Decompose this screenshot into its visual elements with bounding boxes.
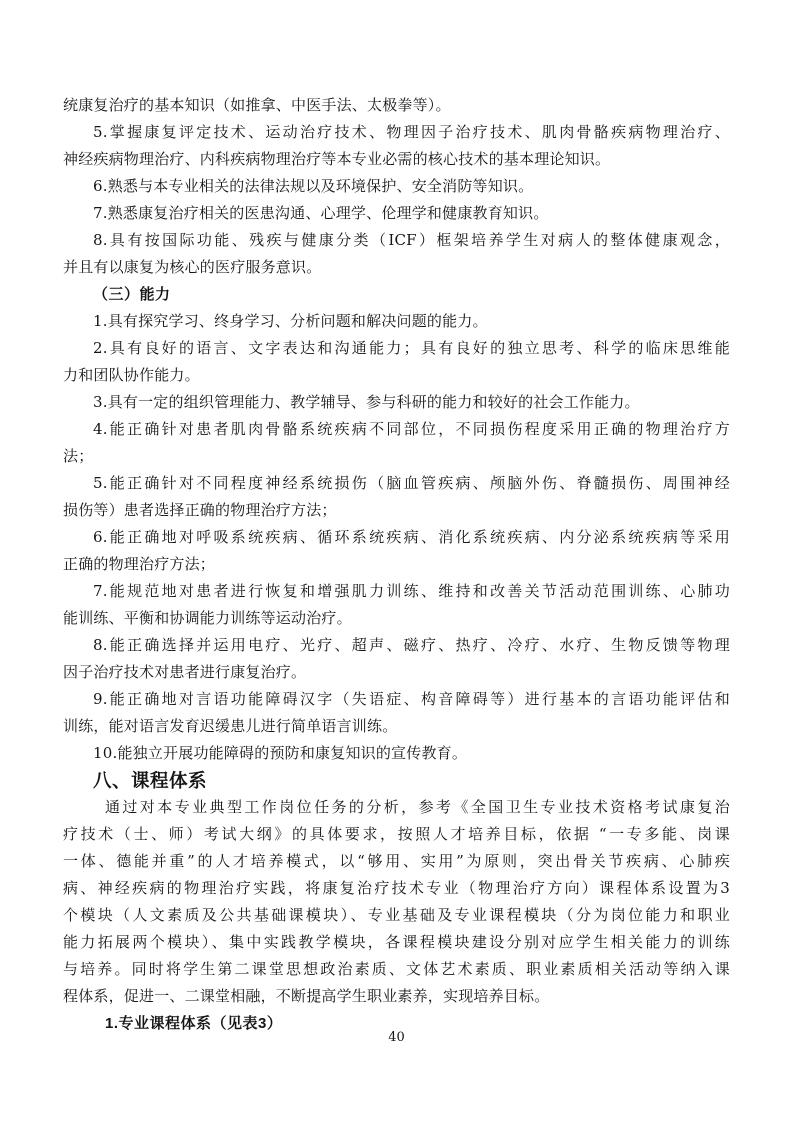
text-line: 一体、德能并重”的人才培养模式，以“够用、实用”为原则，突出骨关节疾病、心肺疾 [63,852,730,870]
heading-ability: （三）能力 [93,286,171,303]
text-line: 疗技术（士、师）考试大纲》的具体要求，按照人才培养目标，依据 “一专多能、岗课 [63,825,730,843]
text-line: 损伤等）患者选择正确的物理治疗方法； [63,501,337,519]
text-line: 法； [63,447,94,465]
subheading-professional-course-system: 1.专业课程体系（见表3） [105,1015,283,1032]
text-line: 个模块（人文素质及公共基础课模块）、专业基础及专业课程模块（分为岗位能力和职业 [63,906,730,924]
text-line: 统康复治疗的基本知识（如推拿、中医手法、太极拳等）。 [63,96,451,114]
text-line: 力和团队协作能力。 [63,366,200,384]
text-line: 神经疾病物理治疗、内科疾病物理治疗等本专业必需的核心技术的基本理论知识。 [63,150,611,168]
text-line: 10.能独立开展功能障碍的预防和康复知识的宣传教育。 [93,744,468,762]
text-line: 程体系，促进一、二课堂相融，不断提高学生职业素养，实现培养目标。 [63,987,550,1005]
text-line: 并且有以康复为核心的医疗服务意识。 [63,258,322,276]
text-line: 训练，能对语言发育迟缓患儿进行简单语言训练。 [63,717,398,735]
text-line: 1.具有探究学习、终身学习、分析问题和解决问题的能力。 [93,312,488,330]
text-line: 8.能正确选择并运用电疗、光疗、超声、磁疗、热疗、冷疗、水疗、生物反馈等物理 [93,636,730,654]
text-line: 8.具有按国际功能、残疾与健康分类（ICF）框架培养学生对病人的整体健康观念， [93,231,730,249]
text-line: 因子治疗技术对患者进行康复治疗。 [63,663,307,681]
text-line: 3.具有一定的组织管理能力、教学辅导、参与科研的能力和较好的社会工作能力。 [93,393,640,411]
text-line: 6.能正确地对呼吸系统疾病、循环系统疾病、消化系统疾病、内分泌系统疾病等采用 [93,528,730,546]
heading-curriculum-system: 八、课程体系 [93,770,208,791]
text-line: 2.具有良好的语言、文字表达和沟通能力；具有良好的独立思考、科学的临床思维能 [93,339,730,357]
text-line: 5.能正确针对不同程度神经系统损伤（脑血管疾病、颅脑外伤、脊髓损伤、周围神经 [93,474,730,492]
text-line: 通过对本专业典型工作岗位任务的分析，参考《全国卫生专业技术资格考试康复治 [105,798,730,816]
text-line: 能训练、平衡和协调能力训练等运动治疗。 [63,609,352,627]
text-line: 正确的物理治疗方法； [63,555,216,573]
text-line: 6.熟悉与本专业相关的法律法规以及环境保护、安全消防等知识。 [93,177,534,195]
text-line: 9.能正确地对言语功能障碍汉字（失语症、构音障碍等）进行基本的言语功能评估和 [93,690,730,708]
text-line: 5.掌握康复评定技术、运动治疗技术、物理因子治疗技术、肌肉骨骼疾病物理治疗、 [93,123,730,141]
text-line: 7.能规范地对患者进行恢复和增强肌力训练、维持和改善关节活动范围训练、心肺功 [93,582,730,600]
text-line: 4.能正确针对患者肌肉骨骼系统疾病不同部位，不同损伤程度采用正确的物理治疗方 [93,420,730,438]
text-line: 病、神经疾病的物理治疗实践，将康复治疗技术专业（物理治疗方向）课程体系设置为3 [63,879,730,897]
text-line: 7.熟悉康复治疗相关的医患沟通、心理学、伦理学和健康教育知识。 [93,204,549,222]
page-number: 40 [388,1030,405,1045]
document-body [63,92,730,1037]
text-line: 与培养。同时将学生第二课堂思想政治素质、文体艺术素质、职业素质相关活动等纳入课 [63,960,730,978]
text-line: 能力拓展两个模块）、集中实践教学模块，各课程模块建设分别对应学生相关能力的训练 [63,933,730,951]
